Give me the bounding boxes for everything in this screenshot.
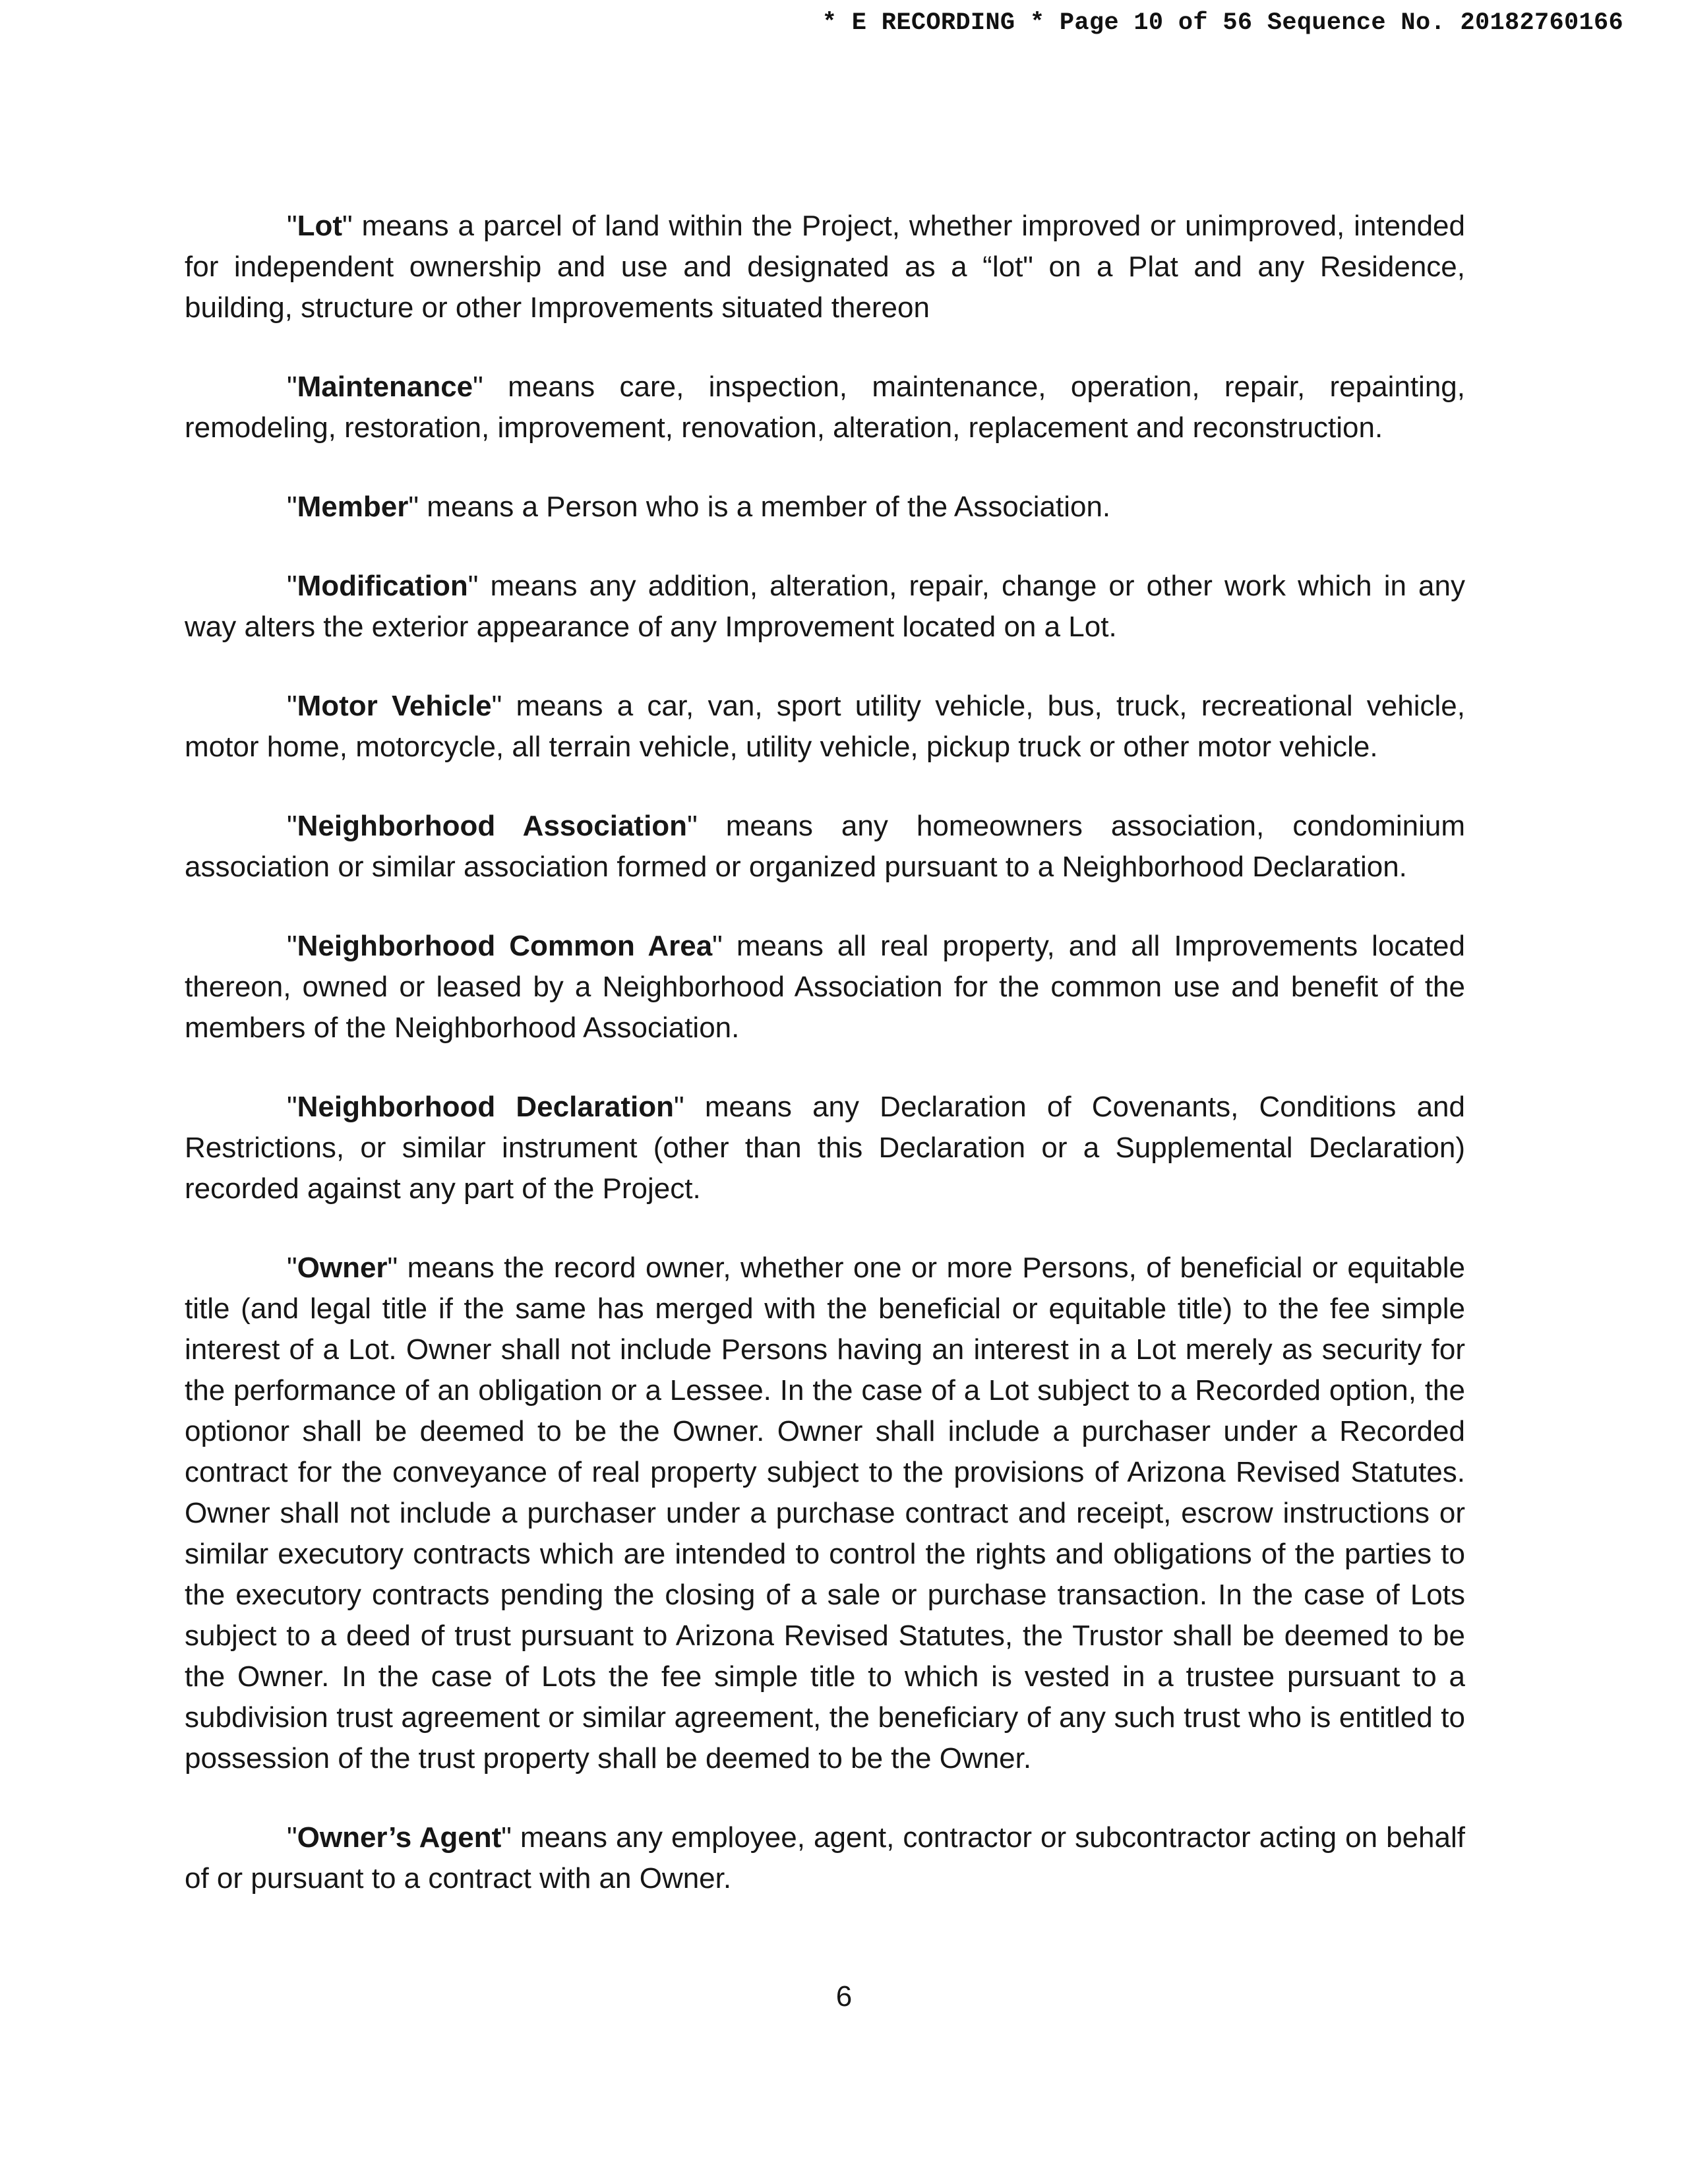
definition-neighborhood-declaration: "Neighborhood Declaration" means any Declaration of Covenants, Conditions and Restrictions, or similar instrument (other than this Declaration or a Supplemental Declaration) recorded against any part of the Project.: [185, 1091, 1465, 1205]
definition-motor-vehicle: "Motor Vehicle" means a car, van, sport utility vehicle, bus, truck, recreational vehicle, motor home, motorcycle, all terrain vehicle, utility vehicle, pickup truck or other motor vehicle.: [185, 690, 1465, 763]
definition-term: Neighborhood Association: [297, 810, 688, 842]
definition-owner: "Owner" means the record owner, whether one or more Persons, of beneficial or equitable title (and legal title if the same has merged with the beneficial or equitable title) to the fee simple interest of a Lot. Owner shall not include Persons having an interest in a Lot merely as security for the performance of an obligation or a Lessee. In the case of a Lot subject to a Recorded option, the optionor shall be deemed to be the Owner. Owner shall include a purchaser under a Recorded contract for the conveyance of real property subject to the provisions of Arizona Revised Statutes. Owner shall not include a purchaser under a purchase contract and receipt, escrow instructions or similar executory contracts which are intended to control the rights and obligations of the parties to the executory contracts pending the closing of a sale or purchase transaction. In the case of Lots subject to a deed of trust pursuant to Arizona Revised Statutes, the Trustor shall be deemed to be the Owner. In the case of Lots the fee simple title to which is vested in a trustee pursuant to a subdivision trust agreement or similar agreement, the beneficiary of any such trust who is entitled to possession of the trust property shall be deemed to be the Owner.: [185, 1252, 1465, 1774]
definitions-list: [185, 206, 1465, 1937]
definition-body: means any homeowners association, condominium association or similar association formed or organized pursuant to a Neighborhood Declaration.: [185, 810, 1466, 883]
definition-body: means a Person who is a member of the Association.: [418, 491, 1111, 523]
definition-body: means care, inspection, maintenance, operation, repair, repainting, remodeling, restoration, improvement, renovation, alteration, replacement and reconstruction.: [185, 371, 1465, 444]
definition-body: means the record owner, whether one or more Persons, of beneficial or equitable title (and legal title if the same has merged with the beneficial or equitable title) to the fee simple interest of a Lot. Owner shall not include Persons having an interest in a Lot merely as security for the performance of an obligation or a Lessee. In the case of a Lot subject to a Recorded option, the optionor shall be deemed to be the Owner. Owner shall include a purchaser under a Recorded contract for the conveyance of real property subject to the provisions of Arizona Revised Statutes. Owner shall not include a purchaser under a purchase contract and receipt, escrow instructions or similar executory contracts which are intended to control the rights and obligations of the parties to the executory contracts pending the closing of a sale or purchase transaction. In the case of Lots subject to a deed of trust pursuant to Arizona Revised Statutes, the Trustor shall be deemed to be the Owner. In the case of Lots the fee simple title to which is vested in a trustee pursuant to a subdivision trust agreement or similar agreement, the beneficiary of any such trust who is entitled to possession of the trust property shall be deemed to be the Owner.: [185, 1252, 1465, 1774]
definition-body: means any Declaration of Covenants, Conditions and Restrictions, or similar instrument (other than this Declaration or a Supplemental Declaration) recorded against any part of the Project.: [185, 1091, 1465, 1205]
definition-modification: "Modification" means any addition, alteration, repair, change or other work which in any way alters the exterior appearance of any Improvement located on a Lot.: [185, 570, 1465, 643]
definition-term: Modification: [297, 570, 468, 602]
definition-term: Maintenance: [297, 371, 473, 403]
page-number: 6: [835, 1980, 853, 2013]
definition-body: means a parcel of land within the Project, whether improved or unimproved, intended for independent ownership and use and designated as a “lot" on a Plat and any Residence, building, structure or other Improvements situated thereon: [185, 210, 1465, 324]
definition-term: Motor Vehicle: [297, 690, 492, 722]
definition-term: Neighborhood Common Area: [297, 930, 713, 962]
definition-term: Member: [297, 491, 409, 523]
definition-neighborhood-common-area: "Neighborhood Common Area" means all real property, and all Improvements located thereon, owned or leased by a Neighborhood Association for the common use and benefit of the members of the Neighborhood Association.: [185, 930, 1465, 1044]
definition-member: "Member" means a Person who is a member of the Association.: [287, 491, 1111, 523]
definition-body: means all real property, and all Improvements located thereon, owned or leased by a Neighborhood Association for the common use and benefit of the members of the Neighborhood Association.: [185, 930, 1465, 1044]
definition-body: means a car, van, sport utility vehicle, bus, truck, recreational vehicle, motor home, motorcycle, all terrain vehicle, utility vehicle, pickup truck or other motor vehicle.: [185, 690, 1465, 763]
definition-lot: "Lot" means a parcel of land within the Project, whether improved or unimproved, intended for independent ownership and use and designated as a “lot" on a Plat and any Residence, building, structure or other Improvements situated thereon: [185, 210, 1465, 324]
definition-term: Owner: [297, 1252, 388, 1284]
definition-term: Neighborhood Declaration: [297, 1091, 675, 1123]
definition-body: means any addition, alteration, repair, change or other work which in any way alters the exterior appearance of any Improvement located on a Lot.: [185, 570, 1465, 643]
definition-body: means any employee, agent, contractor or subcontractor acting on behalf of or pursuant to a contract with an Owner.: [185, 1821, 1465, 1895]
definition-term: Lot: [297, 210, 343, 242]
definition-term: Owner’s Agent: [297, 1821, 502, 1854]
definition-neighborhood-association: "Neighborhood Association" means any homeowners association, condominium association or similar association formed or organized pursuant to a Neighborhood Declaration.: [185, 810, 1466, 883]
recording-header: * E RECORDING * Page 10 of 56 Sequence No. 20182760166: [822, 9, 1623, 37]
definition-maintenance: "Maintenance" means care, inspection, maintenance, operation, repair, repainting, remodeling, restoration, improvement, renovation, alteration, replacement and reconstruction.: [185, 371, 1465, 444]
definition-owners-agent: "Owner’s Agent" means any employee, agent, contractor or subcontractor acting on behalf of or pursuant to a contract with an Owner.: [185, 1821, 1465, 1895]
